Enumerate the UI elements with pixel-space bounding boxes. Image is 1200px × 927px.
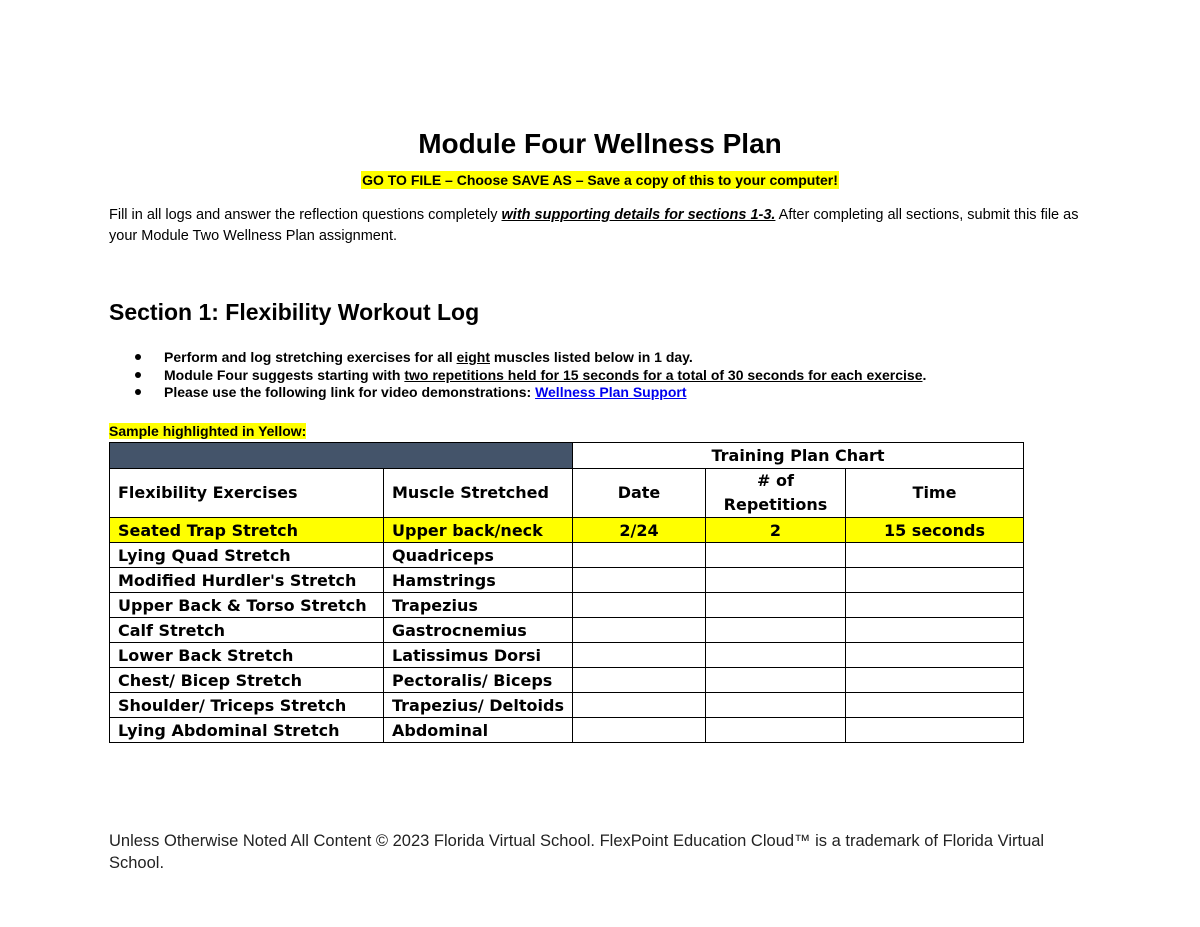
header-muscle: Muscle Stretched: [384, 469, 573, 518]
bullet-text: .: [922, 366, 927, 383]
cell-time[interactable]: [846, 668, 1024, 693]
instructions-paragraph: [109, 205, 1094, 247]
table-row: [110, 668, 1024, 693]
table-row: [110, 568, 1024, 593]
header-bar-cell: [110, 443, 573, 469]
cell-muscle: Hamstrings: [384, 568, 573, 593]
training-plan-chart-title: Training Plan Chart: [573, 443, 1024, 469]
cell-time[interactable]: [846, 618, 1024, 643]
cell-reps[interactable]: [706, 568, 846, 593]
bullet-icon: [135, 354, 141, 360]
cell-exercise: Modified Hurdler's Stretch: [110, 568, 384, 593]
sample-label-text: Sample highlighted in Yellow:: [109, 423, 307, 439]
cell-muscle: Quadriceps: [384, 543, 573, 568]
cell-date: 2/24: [573, 518, 706, 543]
cell-reps[interactable]: [706, 668, 846, 693]
instructions-emphasis: with supporting details for sections 1-3.: [501, 207, 776, 223]
table-row: [110, 618, 1024, 643]
cell-date[interactable]: [573, 593, 706, 618]
cell-exercise: Calf Stretch: [110, 618, 384, 643]
cell-date[interactable]: [573, 643, 706, 668]
cell-time[interactable]: [846, 568, 1024, 593]
cell-muscle: Abdominal: [384, 718, 573, 743]
cell-exercise: Shoulder/ Triceps Stretch: [110, 693, 384, 718]
cell-reps[interactable]: [706, 718, 846, 743]
table-header-row: [110, 469, 1024, 518]
bullet-text: Perform and log stretching exercises for all: [164, 349, 457, 365]
cell-exercise: Upper Back & Torso Stretch: [110, 593, 384, 618]
bullet-text: Module Four suggests starting with: [164, 366, 405, 383]
cell-muscle: Latissimus Dorsi: [384, 643, 573, 668]
cell-date[interactable]: [573, 718, 706, 743]
cell-muscle: Pectoralis/ Biceps: [384, 668, 573, 693]
cell-time: 15 seconds: [846, 518, 1024, 543]
cell-reps[interactable]: [706, 618, 846, 643]
sample-label: [109, 423, 306, 439]
cell-reps[interactable]: [706, 593, 846, 618]
cell-date[interactable]: [573, 693, 706, 718]
bullet-text: Please use the following link for video demonstrations:: [164, 384, 536, 400]
cell-exercise: Lying Quad Stretch: [110, 543, 384, 568]
save-note-text: GO TO FILE – Choose SAVE AS – Save a copy of this to your computer!: [362, 172, 838, 188]
wellness-plan-support-link[interactable]: Wellness Plan Support: [535, 384, 687, 400]
header-repetitions: [706, 469, 846, 518]
cell-date[interactable]: [573, 543, 706, 568]
cell-muscle: Trapezius: [384, 593, 573, 618]
cell-time[interactable]: [846, 718, 1024, 743]
bullet-item: [135, 384, 926, 402]
cell-date[interactable]: [573, 568, 706, 593]
cell-reps[interactable]: [706, 643, 846, 668]
bullet-text: muscles listed below in 1 day.: [490, 349, 693, 365]
instructions-part2: After completing all sections, submit this file as your Module Two Wellness Plan assignment.: [109, 207, 1079, 244]
table-row: [110, 593, 1024, 618]
cell-muscle: Gastrocnemius: [384, 618, 573, 643]
bullet-icon: [135, 389, 141, 395]
cell-exercise: Seated Trap Stretch: [110, 518, 384, 543]
header-repetitions-line1: # of: [757, 471, 794, 490]
header-exercises: Flexibility Exercises: [110, 469, 384, 518]
header-repetitions-line2: Repetitions: [723, 495, 828, 514]
bullet-underlined-text: two repetitions held for 15 seconds for a total of 30 seconds for each exercise: [404, 366, 923, 383]
cell-time[interactable]: [846, 543, 1024, 568]
table-row: [110, 693, 1024, 718]
table-row: [110, 543, 1024, 568]
bullet-item: [135, 349, 926, 367]
instruction-bullets: [135, 349, 926, 402]
cell-muscle: Upper back/neck: [384, 518, 573, 543]
cell-muscle: Trapezius/ Deltoids: [384, 693, 573, 718]
cell-exercise: Lying Abdominal Stretch: [110, 718, 384, 743]
flexibility-log-table: [109, 442, 1024, 743]
cell-exercise: Chest/ Bicep Stretch: [110, 668, 384, 693]
table-row: [110, 718, 1024, 743]
cell-time[interactable]: [846, 643, 1024, 668]
bullet-icon: [135, 372, 141, 378]
cell-reps[interactable]: [706, 543, 846, 568]
header-date: Date: [573, 469, 706, 518]
cell-time[interactable]: [846, 593, 1024, 618]
instructions-part1: Fill in all logs and answer the reflection questions completely: [109, 207, 502, 223]
save-note: [0, 172, 1200, 188]
bullet-item: [135, 367, 926, 385]
cell-reps: 2: [706, 518, 846, 543]
table-row: [110, 643, 1024, 668]
copyright-footer: Unless Otherwise Noted All Content © 2023 Florida Virtual School. FlexPoint Education Cloud™ is a trademark of Florida Virtual School.: [109, 832, 1045, 872]
table-title-row: [110, 443, 1024, 469]
page-title: Module Four Wellness Plan: [418, 128, 782, 159]
cell-reps[interactable]: [706, 693, 846, 718]
cell-exercise: Lower Back Stretch: [110, 643, 384, 668]
sample-row: [110, 518, 1024, 543]
cell-date[interactable]: [573, 618, 706, 643]
cell-date[interactable]: [573, 668, 706, 693]
section-heading: Section 1: Flexibility Workout Log: [109, 299, 480, 325]
bullet-underlined-text: eight: [456, 349, 490, 365]
cell-time[interactable]: [846, 693, 1024, 718]
header-time: Time: [846, 469, 1024, 518]
